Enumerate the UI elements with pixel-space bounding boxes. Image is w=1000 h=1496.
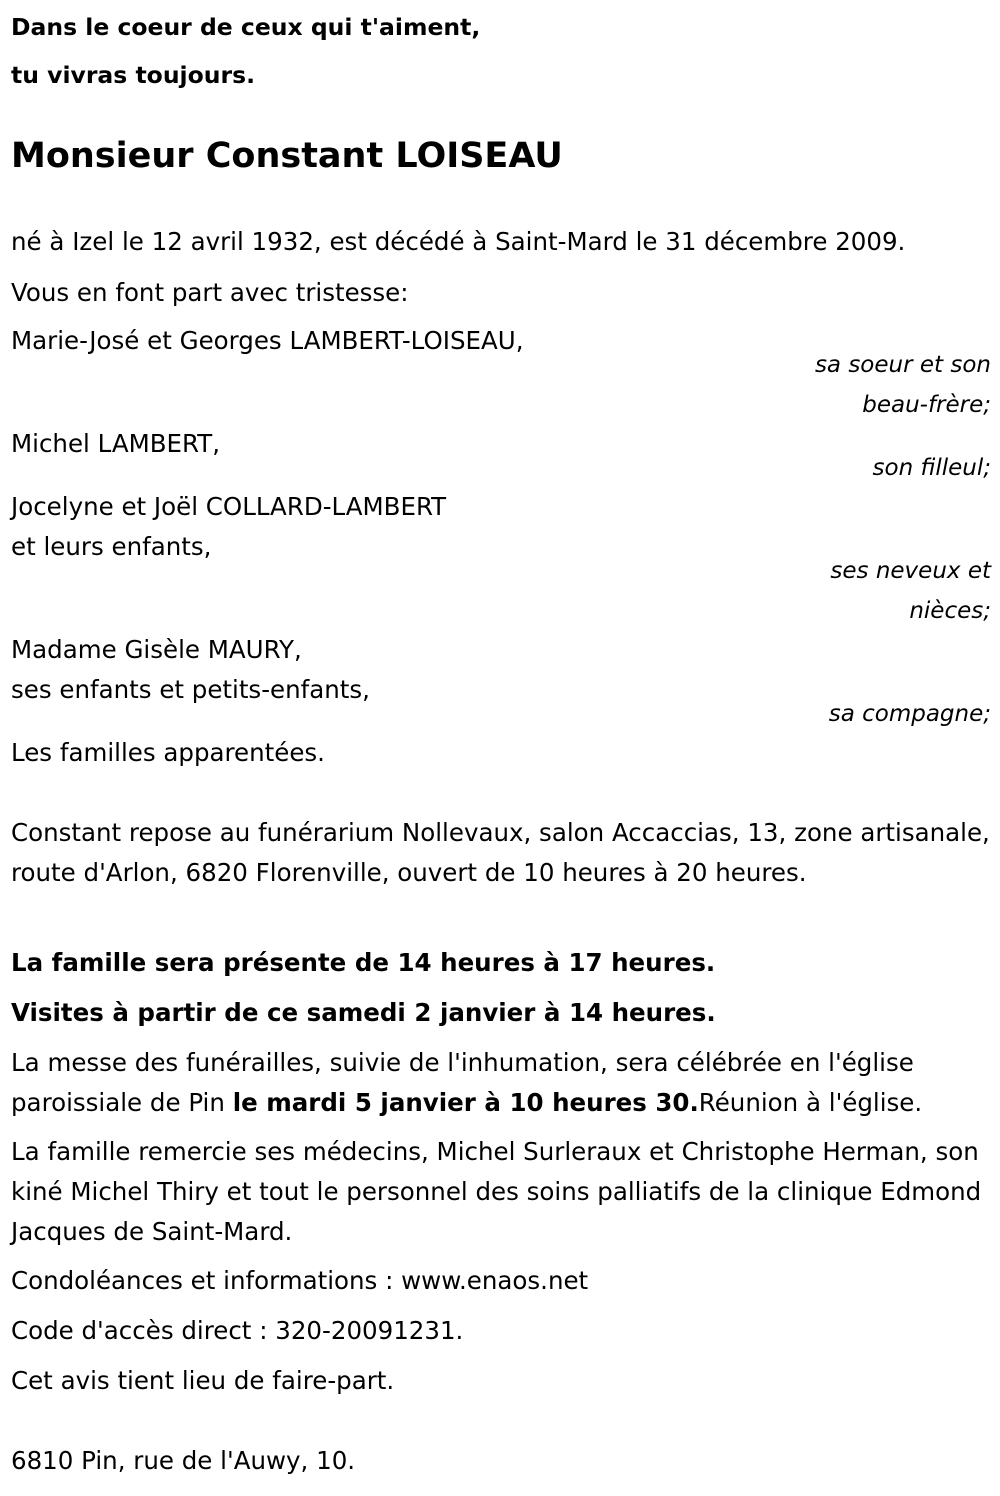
family-member-name: Jocelyne et Joël COLLARD-LAMBERT [11,492,447,521]
visiting-hours: Visites à partir de ce samedi 2 janvier à 14 heures. [11,998,716,1027]
family-address: 6810 Pin, rue de l'Auwy, 10. [11,1446,356,1475]
family-member-name: Marie-José et Georges LAMBERT-LOISEAU, [11,326,524,355]
notice-statement: Cet avis tient lieu de faire-part. [11,1366,395,1395]
family-relation: sa soeur et son [814,352,991,378]
funeral-home-paragraph: Constant repose au funérarium Nollevaux, salon Accaccias, 13, zone artisanale, route d'Arlon, 6820 Florenville, ouvert de 10 heures à 20 heures. [11,818,990,887]
family-relation: son filleul; [872,455,991,481]
family-relation: beau-frère; [862,392,991,418]
access-code: Code d'accès direct : 320-20091231. [11,1316,464,1345]
related-families: Les familles apparentées. [11,738,325,767]
funeral-mass-paragraph [11,1043,991,1123]
mass-text: La messe des funérailles, suivie de l'inhumation, sera célébrée en l'église paroissiale de Pin [11,1048,914,1117]
family-presence-hours: La famille sera présente de 14 heures à 17 heures. [11,948,716,977]
birth-death-statement: né à Izel le 12 avril 1932, est décédé à Saint-Mard le 31 décembre 2009. [11,227,906,256]
family-relation: sa compagne; [828,701,991,727]
condolences-info: Condoléances et informations : www.enaos.net [11,1266,589,1295]
mass-date: le mardi 5 janvier à 10 heures 30. [232,1088,699,1117]
family-relation: ses neveux et [830,558,991,584]
family-member-name: Madame Gisèle MAURY, [11,635,302,664]
deceased-name: Monsieur Constant LOISEAU [11,136,563,176]
epigraph-line-1: Dans le coeur de ceux qui t'aiment, [11,13,481,41]
announcement: Vous en font part avec tristesse: [11,278,409,307]
family-relation: nièces; [909,598,991,624]
family-member-name: Michel LAMBERT, [11,429,221,458]
family-member-name: et leurs enfants, [11,532,212,561]
thanks-paragraph: La famille remercie ses médecins, Michel Surleraux et Christophe Herman, son kiné Michel Thiry et tout le personnel des soins palliatifs de la clinique Edmond Jacques de Saint-Mard. [11,1137,982,1246]
family-member-name: ses enfants et petits-enfants, [11,675,370,704]
mass-meeting: Réunion à l'église. [698,1088,923,1117]
epigraph-line-2: tu vivras toujours. [11,61,255,89]
